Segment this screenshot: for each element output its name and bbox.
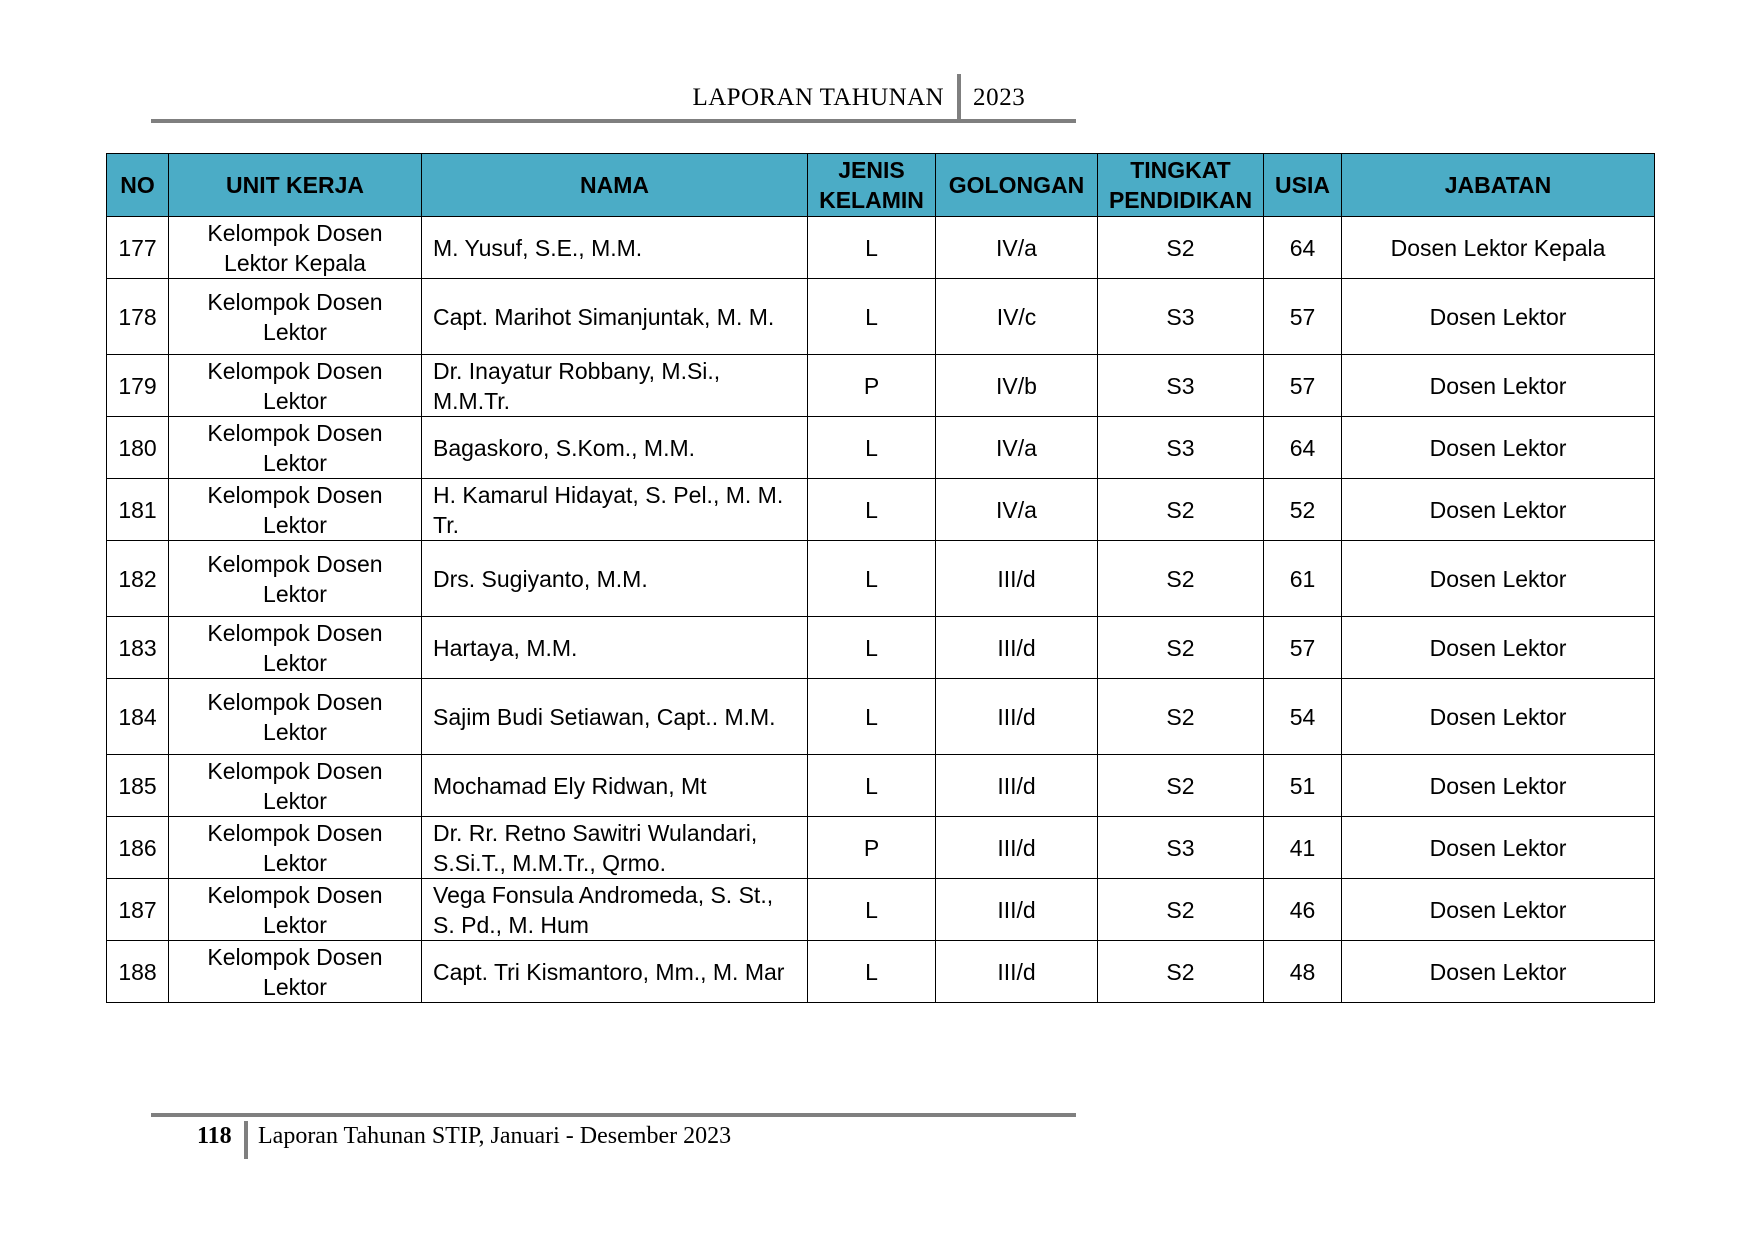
table-row: [107, 879, 1655, 941]
col-header-jenis-kelamin: JENIS KELAMIN: [808, 154, 936, 217]
cell-nama: Sajim Budi Setiawan, Capt.. M.M.: [422, 679, 808, 755]
cell-unit-kerja: Kelompok Dosen Lektor: [169, 755, 422, 817]
cell-nama: Bagaskoro, S.Kom., M.M.: [422, 417, 808, 479]
cell-unit-kerja: Kelompok Dosen Lektor: [169, 541, 422, 617]
header-title: LAPORAN TAHUNAN: [692, 84, 944, 111]
cell-unit-kerja: Kelompok Dosen Lektor: [169, 679, 422, 755]
cell-no: 179: [107, 355, 169, 417]
cell-jenis-kelamin: P: [808, 817, 936, 879]
cell-usia: 48: [1264, 941, 1342, 1003]
footer-rule: [151, 1113, 1076, 1117]
cell-usia: 46: [1264, 879, 1342, 941]
cell-nama: H. Kamarul Hidayat, S. Pel., M. M. Tr.: [422, 479, 808, 541]
cell-jabatan: Dosen Lektor: [1342, 817, 1655, 879]
table-row: [107, 355, 1655, 417]
header-divider: [957, 74, 961, 122]
cell-tingkat-pendidikan: S2: [1098, 541, 1264, 617]
cell-tingkat-pendidikan: S2: [1098, 679, 1264, 755]
cell-tingkat-pendidikan: S3: [1098, 355, 1264, 417]
cell-no: 181: [107, 479, 169, 541]
col-header-unit-kerja: UNIT KERJA: [169, 154, 422, 217]
cell-golongan: IV/a: [936, 417, 1098, 479]
footer-text: Laporan Tahunan STIP, Januari - Desember 2023: [258, 1123, 732, 1149]
cell-unit-kerja: Kelompok Dosen Lektor: [169, 879, 422, 941]
staff-table: [106, 153, 1655, 1003]
cell-jabatan: Dosen Lektor: [1342, 279, 1655, 355]
table-row: [107, 217, 1655, 279]
cell-tingkat-pendidikan: S2: [1098, 755, 1264, 817]
cell-jenis-kelamin: L: [808, 479, 936, 541]
col-header-tingkat-pendidikan: TINGKAT PENDIDIKAN: [1098, 154, 1264, 217]
cell-no: 185: [107, 755, 169, 817]
cell-nama: Capt. Marihot Simanjuntak, M. M.: [422, 279, 808, 355]
cell-no: 178: [107, 279, 169, 355]
cell-golongan: IV/a: [936, 217, 1098, 279]
cell-usia: 51: [1264, 755, 1342, 817]
cell-golongan: III/d: [936, 941, 1098, 1003]
cell-nama: Capt. Tri Kismantoro, Mm., M. Mar: [422, 941, 808, 1003]
cell-jenis-kelamin: L: [808, 679, 936, 755]
cell-usia: 57: [1264, 279, 1342, 355]
cell-no: 187: [107, 879, 169, 941]
cell-nama: Mochamad Ely Ridwan, Mt: [422, 755, 808, 817]
cell-usia: 52: [1264, 479, 1342, 541]
table-row: [107, 417, 1655, 479]
cell-golongan: III/d: [936, 541, 1098, 617]
cell-jabatan: Dosen Lektor Kepala: [1342, 217, 1655, 279]
cell-jenis-kelamin: L: [808, 755, 936, 817]
cell-tingkat-pendidikan: S2: [1098, 479, 1264, 541]
page-header: [151, 74, 1076, 126]
cell-nama: Dr. Rr. Retno Sawitri Wulandari, S.Si.T., M.M.Tr., Qrmo.: [422, 817, 808, 879]
cell-unit-kerja: Kelompok Dosen Lektor: [169, 817, 422, 879]
cell-no: 180: [107, 417, 169, 479]
cell-usia: 64: [1264, 217, 1342, 279]
cell-jabatan: Dosen Lektor: [1342, 417, 1655, 479]
cell-no: 186: [107, 817, 169, 879]
cell-nama: Drs. Sugiyanto, M.M.: [422, 541, 808, 617]
cell-jabatan: Dosen Lektor: [1342, 679, 1655, 755]
col-header-golongan: GOLONGAN: [936, 154, 1098, 217]
cell-golongan: III/d: [936, 755, 1098, 817]
cell-usia: 54: [1264, 679, 1342, 755]
cell-jenis-kelamin: P: [808, 355, 936, 417]
cell-golongan: III/d: [936, 817, 1098, 879]
cell-tingkat-pendidikan: S2: [1098, 879, 1264, 941]
col-header-nama: NAMA: [422, 154, 808, 217]
page-number: 118: [197, 1123, 232, 1149]
cell-jabatan: Dosen Lektor: [1342, 879, 1655, 941]
cell-tingkat-pendidikan: S3: [1098, 279, 1264, 355]
cell-no: 184: [107, 679, 169, 755]
cell-unit-kerja: Kelompok Dosen Lektor: [169, 941, 422, 1003]
cell-no: 177: [107, 217, 169, 279]
cell-golongan: III/d: [936, 879, 1098, 941]
cell-no: 188: [107, 941, 169, 1003]
cell-tingkat-pendidikan: S3: [1098, 817, 1264, 879]
cell-unit-kerja: Kelompok Dosen Lektor: [169, 279, 422, 355]
cell-nama: Dr. Inayatur Robbany, M.Si., M.M.Tr.: [422, 355, 808, 417]
cell-tingkat-pendidikan: S2: [1098, 617, 1264, 679]
cell-unit-kerja: Kelompok Dosen Lektor: [169, 479, 422, 541]
cell-usia: 57: [1264, 355, 1342, 417]
cell-golongan: IV/c: [936, 279, 1098, 355]
cell-tingkat-pendidikan: S3: [1098, 417, 1264, 479]
table-row: [107, 817, 1655, 879]
cell-usia: 57: [1264, 617, 1342, 679]
cell-usia: 64: [1264, 417, 1342, 479]
col-header-no: NO: [107, 154, 169, 217]
cell-nama: M. Yusuf, S.E., M.M.: [422, 217, 808, 279]
cell-jabatan: Dosen Lektor: [1342, 941, 1655, 1003]
cell-jenis-kelamin: L: [808, 279, 936, 355]
cell-tingkat-pendidikan: S2: [1098, 941, 1264, 1003]
cell-jabatan: Dosen Lektor: [1342, 479, 1655, 541]
cell-golongan: III/d: [936, 617, 1098, 679]
cell-jenis-kelamin: L: [808, 617, 936, 679]
cell-no: 182: [107, 541, 169, 617]
cell-jabatan: Dosen Lektor: [1342, 355, 1655, 417]
header-rule: [151, 119, 1076, 123]
cell-tingkat-pendidikan: S2: [1098, 217, 1264, 279]
cell-golongan: IV/a: [936, 479, 1098, 541]
table-header-row: [107, 154, 1655, 217]
table-row: [107, 279, 1655, 355]
cell-jenis-kelamin: L: [808, 417, 936, 479]
col-header-jabatan: JABATAN: [1342, 154, 1655, 217]
cell-usia: 41: [1264, 817, 1342, 879]
cell-golongan: IV/b: [936, 355, 1098, 417]
cell-unit-kerja: Kelompok Dosen Lektor Kepala: [169, 217, 422, 279]
table-row: [107, 941, 1655, 1003]
cell-unit-kerja: Kelompok Dosen Lektor: [169, 617, 422, 679]
table-row: [107, 755, 1655, 817]
footer-divider: [244, 1121, 248, 1159]
cell-no: 183: [107, 617, 169, 679]
cell-jenis-kelamin: L: [808, 941, 936, 1003]
cell-nama: Vega Fonsula Andromeda, S. St., S. Pd., M. Hum: [422, 879, 808, 941]
cell-usia: 61: [1264, 541, 1342, 617]
cell-golongan: III/d: [936, 679, 1098, 755]
table-row: [107, 541, 1655, 617]
table-row: [107, 617, 1655, 679]
cell-unit-kerja: Kelompok Dosen Lektor: [169, 355, 422, 417]
cell-jabatan: Dosen Lektor: [1342, 617, 1655, 679]
table-row: [107, 479, 1655, 541]
cell-unit-kerja: Kelompok Dosen Lektor: [169, 417, 422, 479]
cell-nama: Hartaya, M.M.: [422, 617, 808, 679]
cell-jabatan: Dosen Lektor: [1342, 755, 1655, 817]
col-header-usia: USIA: [1264, 154, 1342, 217]
table-row: [107, 679, 1655, 755]
cell-jabatan: Dosen Lektor: [1342, 541, 1655, 617]
cell-jenis-kelamin: L: [808, 217, 936, 279]
page-footer: [151, 1113, 1076, 1163]
cell-jenis-kelamin: L: [808, 541, 936, 617]
header-year: 2023: [973, 84, 1026, 111]
cell-jenis-kelamin: L: [808, 879, 936, 941]
